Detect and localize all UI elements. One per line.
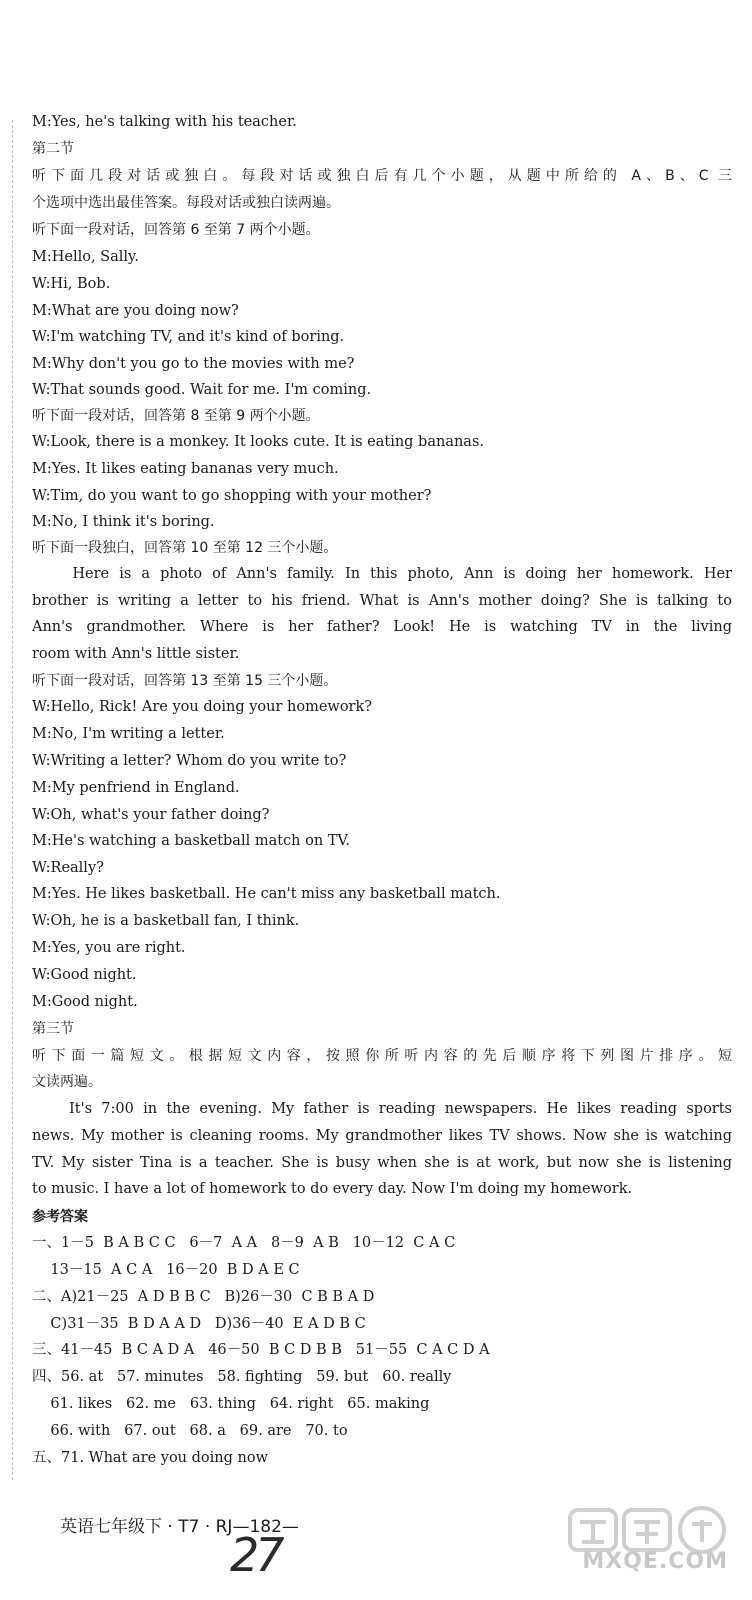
- text-line: 个选项中选出最佳答案。每段对话或独白读两遍。: [32, 195, 340, 211]
- text-line: M:Yes, he's talking with his teacher.: [32, 114, 297, 130]
- text-line: M:Good night.: [32, 994, 138, 1010]
- text-line: to music. I have a lot of homework to do every day. Now I'm doing my homework.: [32, 1181, 633, 1197]
- answer-line: 五、71. What are you doing now: [32, 1450, 268, 1466]
- answer-line: 61. likes 62. me 63. thing 64. right 65. making: [32, 1396, 430, 1412]
- text-line: M:Why don't you go to the movies with me?: [32, 356, 355, 372]
- handwritten-number: 27: [230, 1528, 281, 1582]
- section-heading: 第三节: [32, 1021, 74, 1037]
- text-line: W:That sounds good. Wait for me. I'm coming.: [32, 382, 372, 398]
- answer-line: 二、A)21－25 A D B B C B)26－30 C B B A D: [32, 1289, 375, 1305]
- text-line: W:Oh, he is a basketball fan, I think.: [32, 913, 300, 929]
- text-line: W:Tim, do you want to go shopping with your mother?: [32, 488, 432, 504]
- text-line: Here is a photo of Ann's family. In this photo, Ann is doing her homework. Her: [32, 566, 732, 582]
- text-line: M:What are you doing now?: [32, 303, 239, 319]
- answer-key-heading: 参考答案: [32, 1209, 88, 1225]
- section-heading: 第二节: [32, 141, 74, 157]
- answer-line: 四、56. at 57. minutes 58. fighting 59. but 60. really: [32, 1369, 452, 1385]
- text-line: Ann's grandmother. Where is her father? Look! He is watching TV in the living: [32, 619, 732, 635]
- watermark-logo: [552, 1502, 742, 1582]
- text-line: M:No, I think it's boring.: [32, 514, 215, 530]
- text-line: W:Hello, Rick! Are you doing your homework?: [32, 699, 373, 715]
- text-line: M:Hello, Sally.: [32, 249, 139, 265]
- answer-line: 一、1－5 B A B C C 6－7 A A 8－9 A B 10－12 C A C: [32, 1235, 456, 1251]
- text-line: W:Hi, Bob.: [32, 276, 111, 292]
- text-line: W:Look, there is a monkey. It looks cute. It is eating bananas.: [32, 434, 484, 450]
- answer-line: 66. with 67. out 68. a 69. are 70. to: [32, 1423, 348, 1439]
- text-line: M:Yes. It likes eating bananas very much.: [32, 461, 339, 477]
- text-line: M:Yes. He likes basketball. He can't miss any basketball match.: [32, 886, 501, 902]
- text-line: M:No, I'm writing a letter.: [32, 726, 225, 742]
- text-line: W:Good night.: [32, 967, 137, 983]
- text-line: brother is writing a letter to his friend. What is Ann's mother doing? She is talking to: [32, 593, 732, 609]
- text-line: W:Really?: [32, 860, 104, 876]
- text-line: 听下面几段对话或独白。每段对话或独白后有几个小题，从题中所给的 A、B、C 三: [32, 168, 732, 184]
- text-line: M:Yes, you are right.: [32, 940, 186, 956]
- text-line: M:He's watching a basketball match on TV.: [32, 833, 351, 849]
- text-line: 听下面一段对话，回答第 6 至第 7 两个小题。: [32, 222, 320, 238]
- watermark-text: MXQE.COM: [582, 1549, 728, 1574]
- text-line: news. My mother is cleaning rooms. My grandmother likes TV shows. Now she is watching: [32, 1128, 732, 1144]
- answer-line: 三、41－45 B C A D A 46－50 B C D B B 51－55 C A C D A: [32, 1342, 490, 1358]
- text-line: W:Writing a letter? Whom do you write to?: [32, 753, 347, 769]
- text-line: 文读两遍。: [32, 1074, 102, 1090]
- text-line: TV. My sister Tina is a teacher. She is busy when she is at work, but now she is listening: [32, 1155, 732, 1171]
- text-line: M:My penfriend in England.: [32, 780, 240, 796]
- answer-line: C)31－35 B D A A D D)36－40 E A D B C: [32, 1316, 366, 1332]
- text-line: W:I'm watching TV, and it's kind of boring.: [32, 329, 345, 345]
- text-line: room with Ann's little sister.: [32, 646, 240, 662]
- text-line: It's 7:00 in the evening. My father is reading newspapers. He likes reading sports: [32, 1101, 732, 1117]
- answer-line: 13－15 A C A 16－20 B D A E C: [32, 1262, 300, 1278]
- margin-rule: [12, 120, 13, 1480]
- page-footer: 英语七年级下 · T7 · RJ—182—: [60, 1517, 299, 1537]
- text-line: 听下面一段独白，回答第 10 至第 12 三个小题。: [32, 540, 338, 556]
- text-line: 听下面一段对话，回答第 13 至第 15 三个小题。: [32, 673, 338, 689]
- text-line: W:Oh, what's your father doing?: [32, 807, 270, 823]
- text-line: 听下面一篇短文。根据短文内容，按照你所听内容的先后顺序将下列图片排序。短: [32, 1048, 732, 1064]
- text-line: 听下面一段对话，回答第 8 至第 9 两个小题。: [32, 408, 320, 424]
